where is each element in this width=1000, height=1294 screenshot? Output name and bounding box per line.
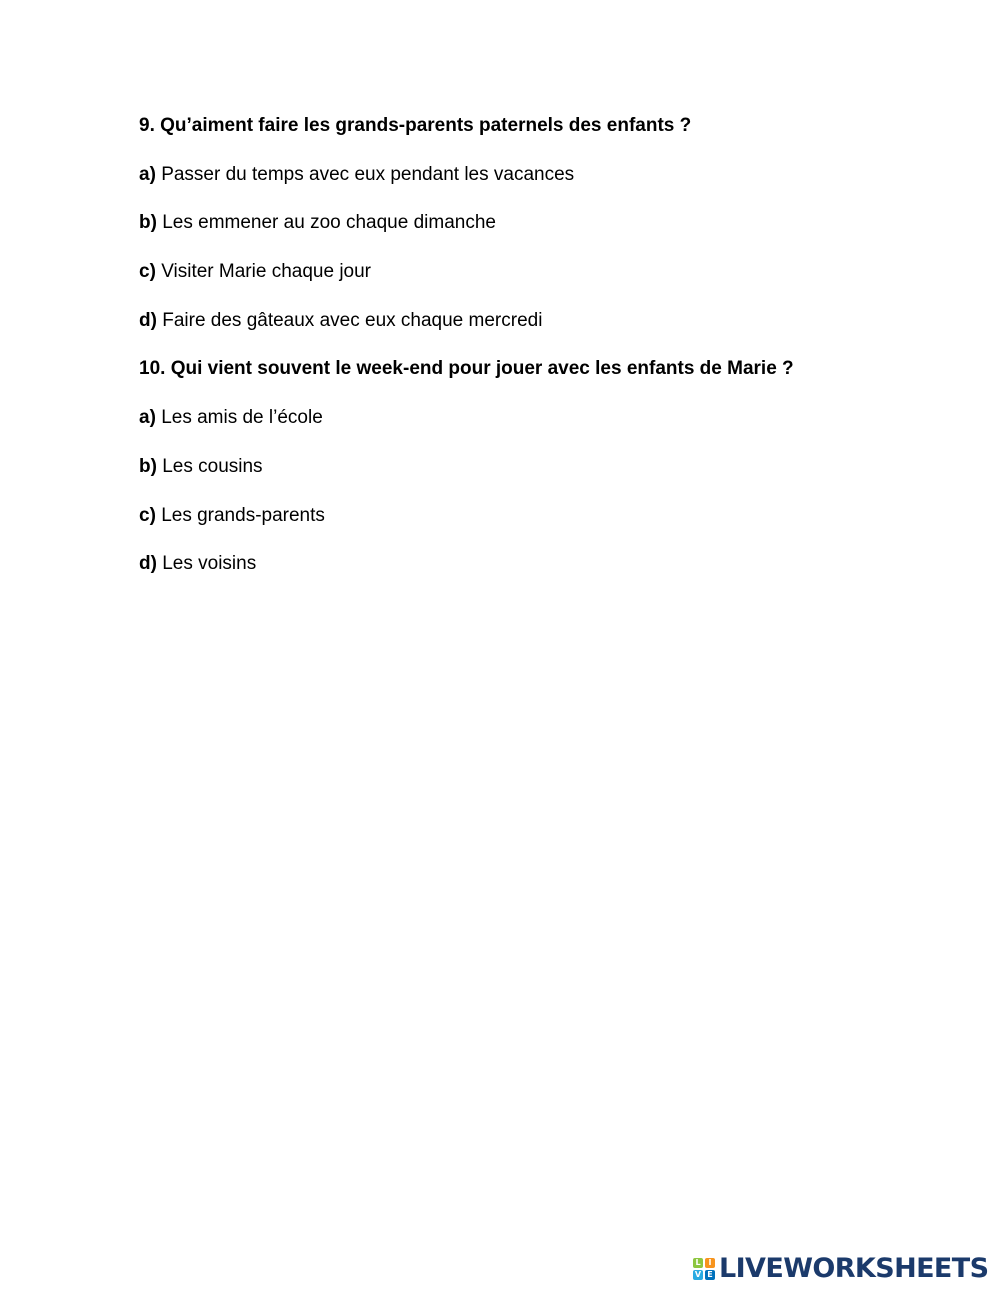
option-letter: b) (139, 455, 157, 477)
option-text: Visiter Marie chaque jour (161, 261, 371, 283)
question-9-option-a[interactable] (139, 162, 959, 188)
worksheet-content (139, 113, 959, 600)
question-9-option-b[interactable] (139, 210, 959, 236)
liveworksheets-logo (693, 1253, 988, 1285)
option-letter: a) (139, 163, 156, 185)
option-text: Les emmener au zoo chaque dimanche (162, 212, 496, 234)
option-text: Faire des gâteaux avec eux chaque mercredi (162, 309, 543, 331)
logo-tile-i: I (705, 1258, 715, 1268)
option-letter: b) (139, 212, 157, 234)
option-letter: c) (139, 504, 156, 526)
option-text: Passer du temps avec eux pendant les vacances (161, 163, 575, 185)
option-text: Les voisins (162, 553, 257, 575)
question-10-option-b[interactable] (139, 454, 959, 480)
option-text: Les grands-parents (161, 504, 325, 526)
option-text: Les cousins (162, 455, 263, 477)
question-10-option-c[interactable] (139, 503, 959, 529)
option-letter: a) (139, 407, 156, 429)
option-letter: d) (139, 309, 157, 331)
option-letter: c) (139, 261, 156, 283)
question-9-option-d[interactable] (139, 308, 959, 334)
liveworksheets-logo-icon (693, 1258, 715, 1280)
option-letter: d) (139, 553, 157, 575)
liveworksheets-logo-text: LIVEWORKSHEETS (719, 1253, 989, 1284)
option-text: Les amis de l’école (161, 407, 323, 429)
logo-tile-e: E (705, 1270, 715, 1280)
question-10-text: 10. Qui vient souvent le week-end pour jouer avec les enfants de Marie ? (139, 358, 794, 380)
question-9-text: 9. Qu’aiment faire les grands-parents paternels des enfants ? (139, 115, 692, 136)
logo-tile-l: L (693, 1258, 703, 1268)
logo-tile-v: V (694, 1270, 702, 1279)
question-10-option-d[interactable] (139, 551, 959, 577)
question-9-option-c[interactable] (139, 259, 959, 285)
question-10-option-a[interactable] (139, 405, 959, 431)
